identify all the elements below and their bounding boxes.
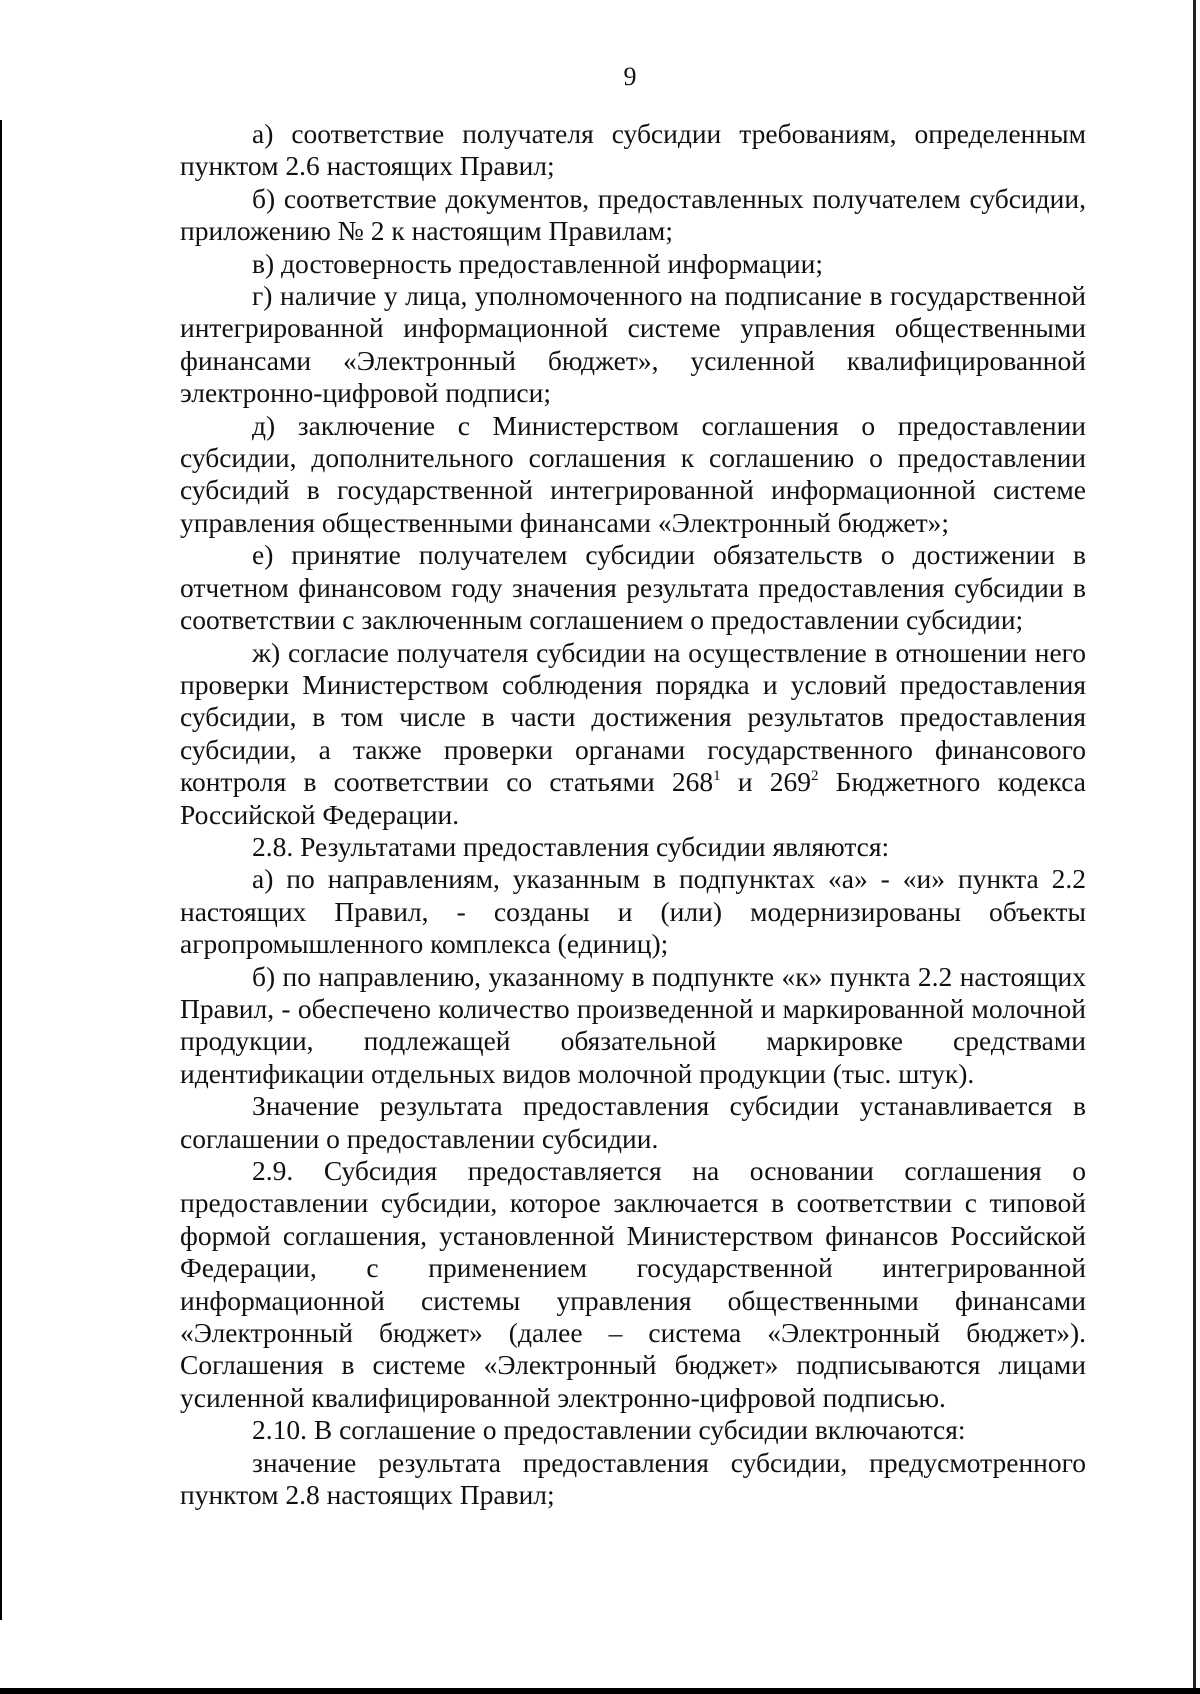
paragraph-a: а) соответствие получателя субсидии требованиям, определенным пунктом 2.6 настоящих Правил;: [180, 118, 1086, 182]
scan-edge-left: [0, 120, 2, 1620]
paragraph-zh-text-before: ж) согласие получателя субсидии на осуществление в отношении него проверки Министерством соблюдения порядка и условий предоставления субсидии, в том числе в части достижения результатов предоставления субсидии, а также проверки органами государственного финансового контроля в соответствии со статьями 268: [180, 636, 1086, 798]
paragraph-e: е) принятие получателем субсидии обязательств о достижении в отчетном финансовом году значения результата предоставления субсидии в соответствии с заключенным соглашением о предоставлении субсидии;: [180, 539, 1086, 636]
paragraph-g: г) наличие у лица, уполномоченного на подписание в государственной интегрированной информационной системе управления общественными финансами «Электронный бюджет», усиленной квалифицированной электронно-цифровой подписи;: [180, 280, 1086, 409]
paragraph-b: б) соответствие документов, предоставленных получателем субсидии, приложению № 2 к настоящим Правилам;: [180, 182, 1086, 247]
result-a: а) по направлениям, указанным в подпунктах «а» - «и» пункта 2.2 настоящих Правил, - созданы и (или) модернизированы объекты агропромышленного комплекса (единиц);: [180, 863, 1086, 960]
footnote-superscript-1: 1: [713, 768, 721, 785]
document-body: [180, 118, 1086, 1511]
paragraph-zh-text-middle: и 269: [720, 766, 811, 798]
section-2-10-item: значение результата предоставления субсидии, предусмотренного пунктом 2.8 настоящих Правил;: [180, 1446, 1086, 1511]
paragraph-zh: [180, 637, 1086, 831]
result-value-note: Значение результата предоставления субсидии устанавливается в соглашении о предоставлении субсидии.: [180, 1090, 1086, 1154]
scan-edge-bottom: [0, 1688, 1200, 1694]
section-2-8-heading: 2.8. Результатами предоставления субсидии являются:: [252, 830, 890, 862]
footnote-superscript-2: 2: [810, 768, 819, 785]
section-2-10-heading: 2.10. В соглашение о предоставлении субсидии включаются:: [252, 1414, 966, 1446]
paragraph-d: д) заключение с Министерством соглашения о предоставлении субсидии, дополнительного соглашения к соглашению о предоставлении субсидий в государственной интегрированной информационной системе управления общественными финансами «Электронный бюджет»;: [180, 409, 1086, 538]
page-number: 9: [623, 62, 637, 91]
result-b: б) по направлению, указанному в подпункте «к» пункта 2.2 настоящих Правил, - обеспечено количество произведенной и маркированной молочной продукции, подлежащей обязательной маркировке средствами идентификации отдельных видов молочной продукции (тыс. штук).: [180, 960, 1086, 1089]
scan-edge-right: [1193, 0, 1196, 1694]
section-2-9: 2.9. Субсидия предоставляется на основании соглашения о предоставлении субсидии, которое заключается в соответствии с типовой формой соглашения, установленной Министерством финансов Российской Федерации, с применением государственной интегрированной информационной системы управления общественными финансами «Электронный бюджет» (далее – система «Электронный бюджет»). Соглашения в системе «Электронный бюджет» подписываются лицами усиленной квалифицированной электронно-цифровой подписью.: [180, 1155, 1086, 1413]
paragraph-v: в) достоверность предоставленной информации;: [252, 247, 824, 279]
paragraph-zh-text-after: Бюджетного кодекса Российской Федерации.: [180, 766, 1086, 830]
